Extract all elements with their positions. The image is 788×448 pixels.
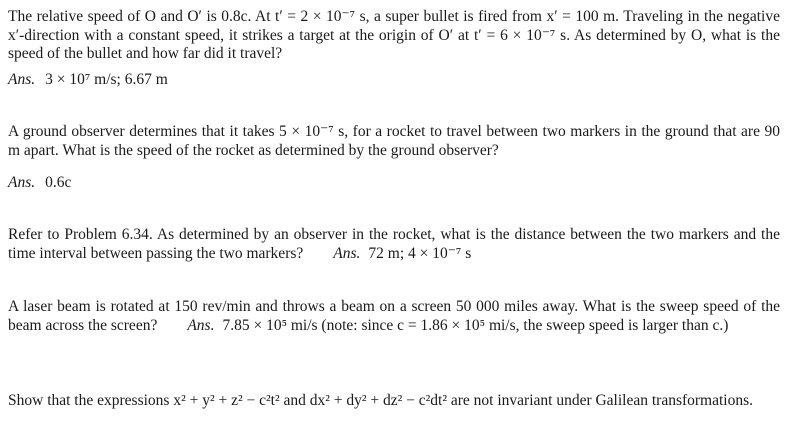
problem-3 (8, 226, 780, 263)
problem-4 (8, 298, 780, 335)
problem-5-text: Show that the expressions x² + y² + z² − c²t² and dx² + dy² + dz² − c²dt² are not invariant under Galilean transformations. (8, 392, 754, 409)
problem-2 (8, 123, 780, 160)
answer-value: 3 × 10⁷ m/s; 6.67 m (45, 71, 168, 88)
answer-label: Ans. (333, 244, 361, 262)
answer-value: 72 m; 4 × 10⁻⁷ s (368, 244, 472, 262)
problem-3-text: Refer to Problem 6.34. As determined by an observer in the rocket, what is the distance between the two markers and the time interval between passing the two markers? (8, 226, 780, 262)
problem-4-answer (187, 317, 728, 334)
problem-1-text: The relative speed of O and O′ is 0.8c. At t′ = 2 × 10⁻⁷ s, a super bullet is fired from x′ = 100 m. Traveling in the negative x′-direction with a constant speed, it strikes a target at the origin of O′ at t′ = 6 × 10⁻⁷ s. As determined by O, what is the speed of the bullet and how far did it travel? (8, 8, 780, 62)
answer-label: Ans. (187, 316, 215, 334)
problem-1-answer (8, 71, 168, 90)
answer-label: Ans. (8, 71, 36, 88)
problem-1 (8, 8, 780, 64)
problem-5 (8, 392, 780, 411)
problem-2-text: A ground observer determines that it takes 5 × 10⁻⁷ s, for a rocket to travel between two markers in the ground that are 90 m apart. What is the speed of the rocket as determined by the ground observer? (8, 123, 780, 159)
answer-value: 7.85 × 10⁵ mi/s (note: since c = 1.86 × 10⁵ mi/s, the sweep speed is larger than c.) (222, 316, 729, 334)
answer-label: Ans. (8, 174, 36, 191)
problem-2-answer (8, 174, 71, 193)
problem-4-text: A laser beam is rotated at 150 rev/min and throws a beam on a screen 50 000 miles away. What is the sweep speed of the beam across the screen? (8, 298, 780, 334)
problem-3-answer (333, 245, 471, 262)
answer-value: 0.6c (45, 174, 72, 191)
